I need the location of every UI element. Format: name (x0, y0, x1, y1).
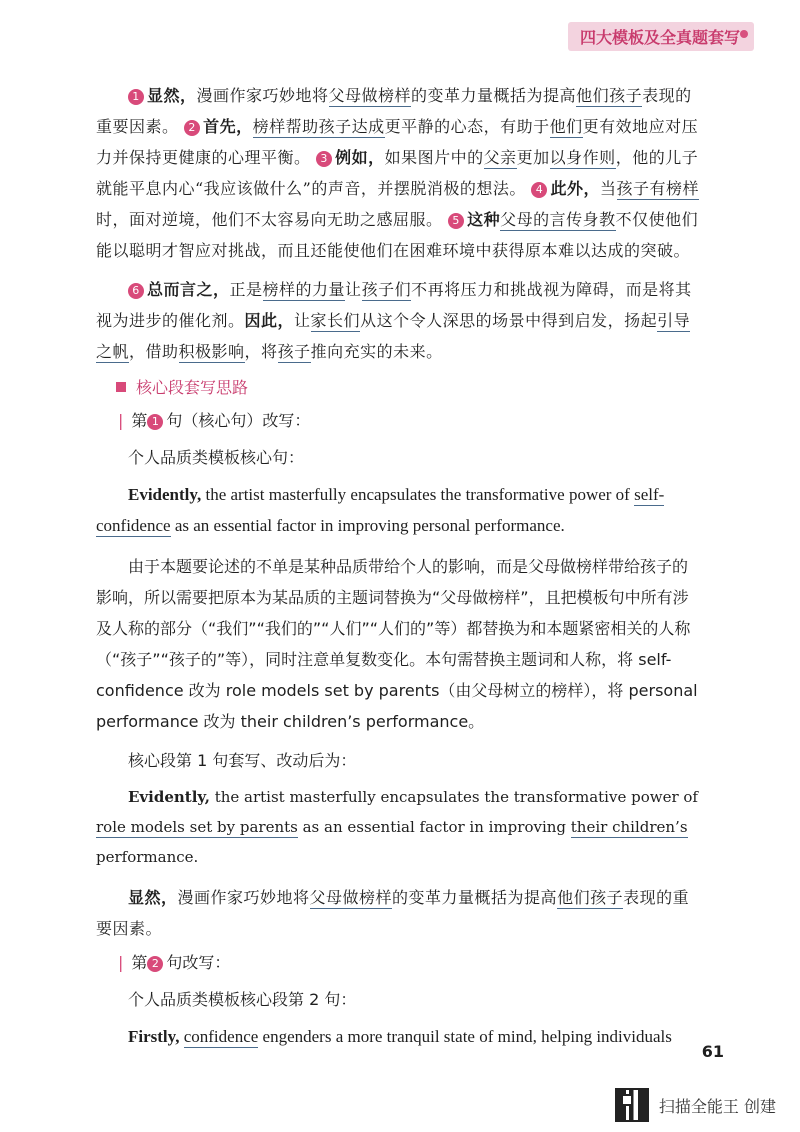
text: 从这个令人深思的场景中得到启发，扬起 (360, 311, 658, 330)
bar-marker: | (118, 411, 124, 430)
text: 的变革力量概括为提高 (392, 888, 558, 907)
text: 更加 (516, 148, 550, 167)
underlined-text: 以身作则 (549, 148, 616, 167)
sentence-number-badge: 5 (448, 213, 464, 229)
scanner-watermark (615, 1088, 776, 1122)
underlined-text: 引导之帆 (96, 311, 691, 361)
sentence-number-badge: 1 (147, 414, 163, 430)
connector-word: Evidently, (128, 485, 202, 504)
underlined-text: 他们孩子 (557, 888, 624, 907)
text: 漫画作家巧妙地将 (177, 888, 310, 907)
text: engenders a more tranquil state of mind, helping individuals (258, 1027, 672, 1046)
subheading-sentence-2 (118, 948, 702, 978)
watermark-text: 扫描全能王 创建 (658, 1096, 776, 1116)
underlined-text: 榜样的力量 (262, 280, 346, 299)
underlined-text: self-confidence (96, 485, 665, 535)
connector-word: 总而言之， (147, 280, 230, 299)
underlined-text: 父母做榜样 (328, 86, 412, 105)
underlined-text: 他们 (549, 117, 583, 136)
text: as an essential factor in improving (297, 818, 571, 836)
underlined-text: 榜样帮助孩子达成 (252, 117, 385, 136)
text: 句改写： (166, 953, 231, 972)
text: 推向充实的未来。 (310, 342, 443, 361)
header-dot-icon (740, 30, 748, 38)
text: 时，面对逆境，他们不太容易向无助之感屈服。 (96, 210, 443, 229)
connector-word: 此外， (550, 179, 600, 198)
text: the artist masterfully encapsulates the transformative power of (201, 485, 635, 504)
underlined-text: 父母做榜样 (309, 888, 393, 907)
sentence-number-badge: 6 (128, 283, 144, 299)
text: as an essential factor in improving personal performance. (170, 516, 565, 535)
explanation-paragraph: 由于本题要论述的不单是某种品质带给个人的影响，而是父母做榜样带给孩子的影响，所以需要把原本为某品质的主题词替换为“父母做榜样”，且把模板句中所有涉及人称的部分（“我们”“我们的”“人们”“人们的”等）都替换为和本题紧密相关的人称（“孩子”“孩子的”等），同时注意单复数变化。本句需替换主题词和人称，将 self-confidence 改为 role models set by parents（由父母树立的榜样），将 personal performance 改为 their children’s performance。 (96, 557, 698, 731)
model-paragraph-2 (96, 274, 702, 367)
text: 正是 (229, 280, 263, 299)
connector-word: 因此， (244, 311, 295, 330)
text: 句（核心句）改写： (166, 411, 311, 430)
text: 表现的重要因素。 (96, 86, 692, 136)
underlined-text: role models set by parents (96, 818, 298, 836)
sentence-number-badge: 2 (147, 956, 163, 972)
text: ，他的儿子就能平息内心“我应该做什么”的声音，并摆脱消极的想法。 (96, 148, 699, 198)
template-label-2: 个人品质类模板核心段第 2 句： (128, 990, 357, 1009)
connector-word: 例如， (335, 148, 385, 167)
qr-code-icon (615, 1088, 649, 1122)
text: 第 (131, 953, 148, 972)
section-title (116, 375, 702, 398)
text: 的变革力量概括为提高 (411, 86, 577, 105)
text: 不仅使他们能以聪明才智应对挑战，而且还能使他们在困难环境中获得原本难以达成的突破。 (96, 210, 699, 260)
text: 更有效地应对压力并保持更健康的心理平衡。 (96, 117, 699, 167)
text: 让 (294, 311, 311, 330)
connector-word: 这种 (467, 210, 501, 229)
sentence-number-badge: 1 (128, 89, 144, 105)
text: 漫画作家巧妙地将 (196, 86, 329, 105)
connector-word: Evidently, (128, 788, 210, 806)
text: 更平静的心态，有助于 (384, 117, 550, 136)
subheading-sentence-1 (118, 406, 702, 436)
text: 如果图片中的 (384, 148, 484, 167)
bar-marker: | (118, 953, 124, 972)
text: 当 (599, 179, 617, 198)
underlined-text: 家长们 (310, 311, 361, 330)
text: performance. (96, 848, 199, 866)
chapter-header-label: 四大模板及全真题套写 (579, 28, 740, 47)
english-rewritten-sentence-1 (96, 782, 702, 872)
sentence-number-badge: 4 (531, 182, 547, 198)
underlined-text: 积极影响 (178, 342, 245, 361)
page-content (96, 80, 702, 1062)
chinese-rewritten-sentence-1 (96, 882, 702, 944)
underlined-text: their children’s (570, 818, 688, 836)
model-paragraph-1 (96, 80, 702, 266)
sentence-number-badge: 3 (316, 151, 332, 167)
sentence-number-badge: 2 (184, 120, 200, 136)
text: the artist masterfully encapsulates the transformative power of (209, 788, 698, 806)
chapter-header-tab (568, 22, 754, 51)
underlined-text: confidence (183, 1027, 259, 1046)
text: ，借助 (129, 342, 179, 361)
text: ，将 (244, 342, 278, 361)
connector-word: 显然， (147, 86, 197, 105)
page-number: 61 (701, 1042, 724, 1061)
underlined-text: 孩子 (277, 342, 311, 361)
connector-word: Firstly, (128, 1027, 180, 1046)
connector-word: 显然， (128, 888, 178, 907)
template-label-1: 个人品质类模板核心句： (128, 448, 305, 467)
connector-word: 首先， (203, 117, 253, 136)
text: 不再将压力和挑战视为障碍，而是将其视为进步的催化剂。 (96, 280, 692, 330)
square-bullet-icon (116, 382, 126, 392)
text: 让 (345, 280, 362, 299)
underlined-text: 父母的言传身教 (500, 210, 616, 229)
english-template-sentence-2 (96, 1021, 702, 1052)
section-title-text: 核心段套写思路 (136, 378, 249, 397)
text: 表现的重要因素。 (96, 888, 690, 938)
underlined-text: 孩子有榜样 (616, 179, 700, 198)
rewrite-label-1: 核心段第 1 句套写、改动后为： (128, 751, 357, 770)
underlined-text: 父亲 (483, 148, 517, 167)
text: 第 (131, 411, 148, 430)
underlined-text: 他们孩子 (576, 86, 643, 105)
english-template-sentence-1 (96, 479, 702, 541)
underlined-text: 孩子们 (361, 280, 412, 299)
